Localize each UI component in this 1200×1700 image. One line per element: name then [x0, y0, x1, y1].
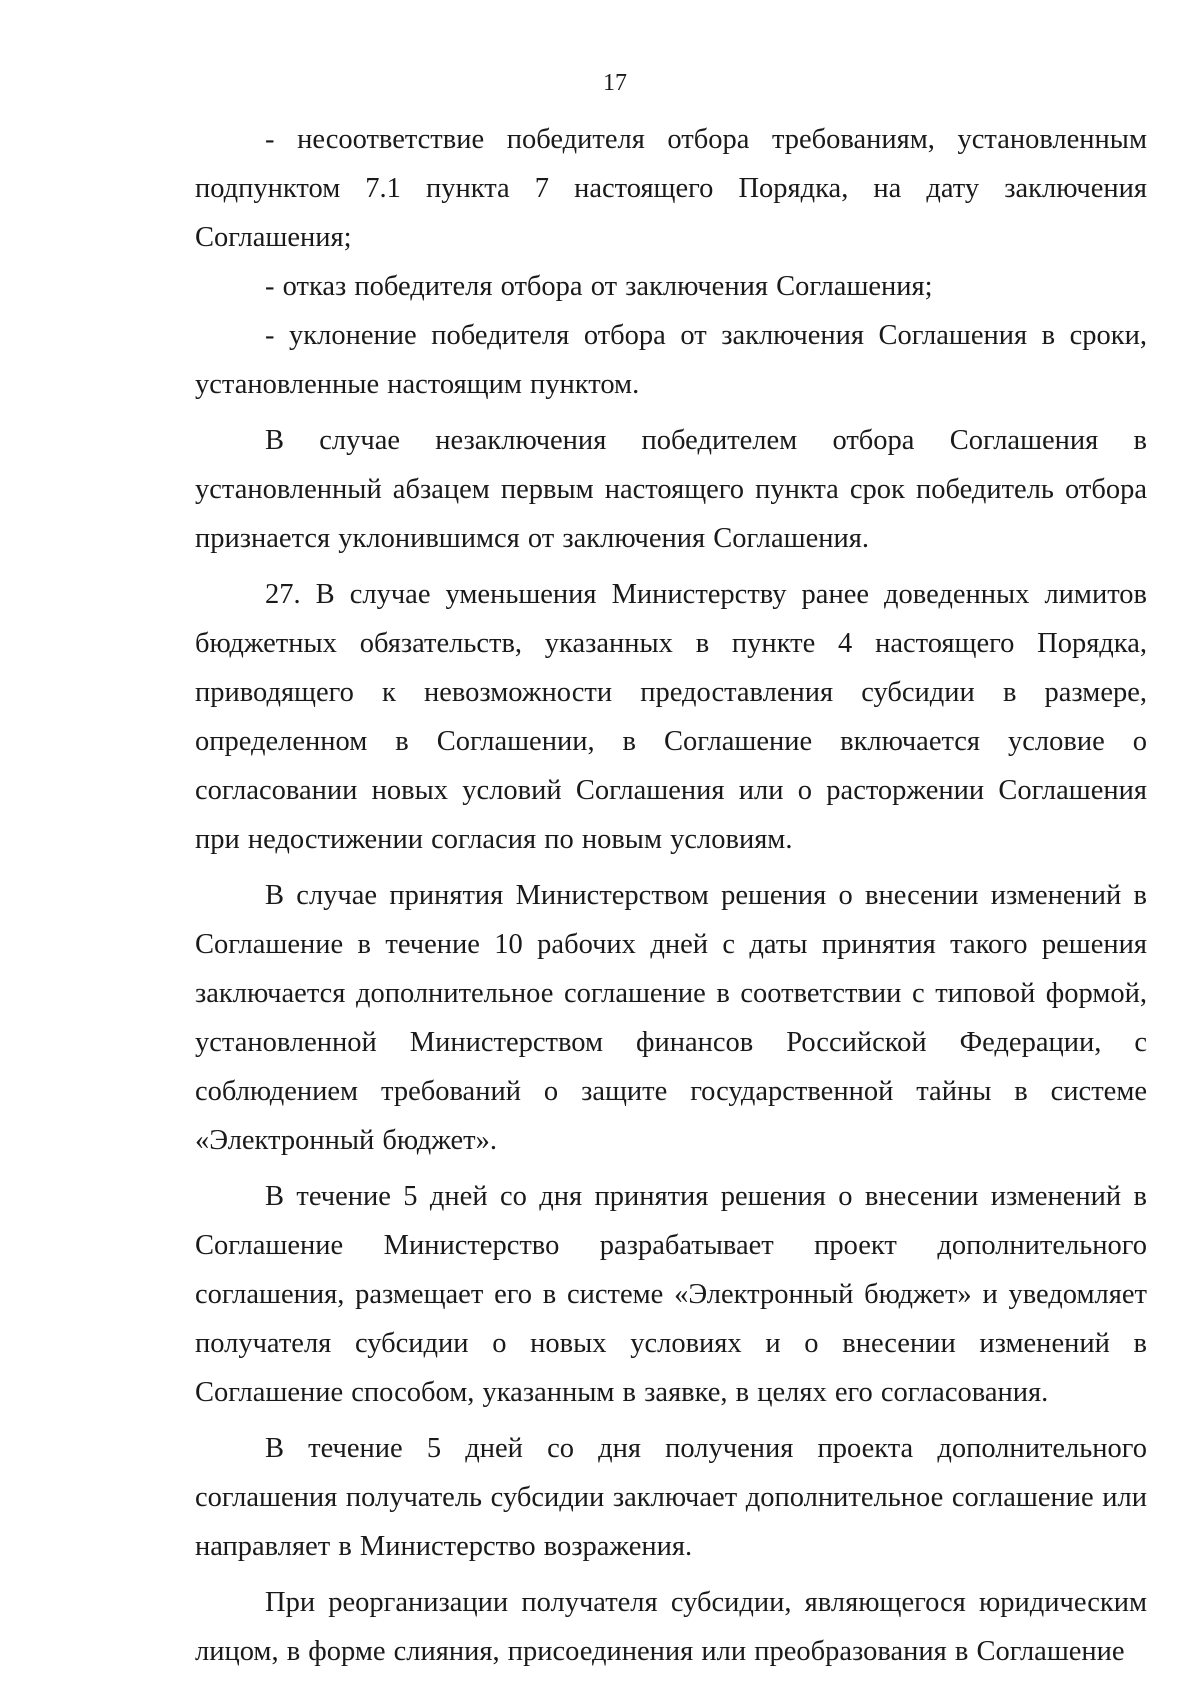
paragraph-recipient-response: В течение 5 дней со дня получения проекта дополнительного соглашения получатель субсидии заключает дополнительное соглашение или направляет в Министерство возражения. [195, 1433, 1147, 1562]
page-number: 17 [603, 70, 627, 96]
paragraph-reorganization: При реорганизации получателя субсидии, являющегося юридическим лицом, в форме слияния, присоединения или преобразования в Соглашение [195, 1587, 1147, 1667]
paragraph-amendment-decision: В случае принятия Министерством решения о внесении изменений в Соглашение в течение 10 рабочих дней с даты принятия такого решения заключается дополнительное соглашение в соответствии с типовой формой, установленной Министерством финансов Российской Федерации, с соблюдением требований о защите государственной тайны в системе «Электронный бюджет». [195, 880, 1147, 1156]
paragraph-item-refusal: - отказ победителя отбора от заключения Соглашения; [265, 271, 933, 302]
paragraph-item-nonconformity: - несоответствие победителя отбора требованиям, установленным подпунктом 7.1 пункта 7 настоящего Порядка, на дату заключения Соглашения; [195, 124, 1147, 253]
document-body [195, 115, 1147, 1676]
paragraph-clause-27: 27. В случае уменьшения Министерству ранее доведенных лимитов бюджетных обязательств, указанных в пункте 4 настоящего Порядка, приводящего к невозможности предоставления субсидии в размере, определенном в Соглашении, в Соглашение включается условие о согласовании новых условий Соглашения или о расторжении Соглашения при недостижении согласия по новым условиям. [195, 579, 1147, 855]
paragraph-draft-development: В течение 5 дней со дня принятия решения о внесении изменений в Соглашение Министерство разрабатывает проект дополнительного соглашения, размещает его в системе «Электронный бюджет» и уведомляет получателя субсидии о новых условиях и о внесении изменений в Соглашение способом, указанным в заявке, в целях его согласования. [195, 1181, 1147, 1408]
paragraph-non-conclusion: В случае незаключения победителем отбора Соглашения в установленный абзацем первым настоящего пункта срок победитель отбора признается уклонившимся от заключения Соглашения. [195, 425, 1147, 554]
paragraph-item-evasion: - уклонение победителя отбора от заключения Соглашения в сроки, установленные настоящим пунктом. [195, 320, 1147, 400]
